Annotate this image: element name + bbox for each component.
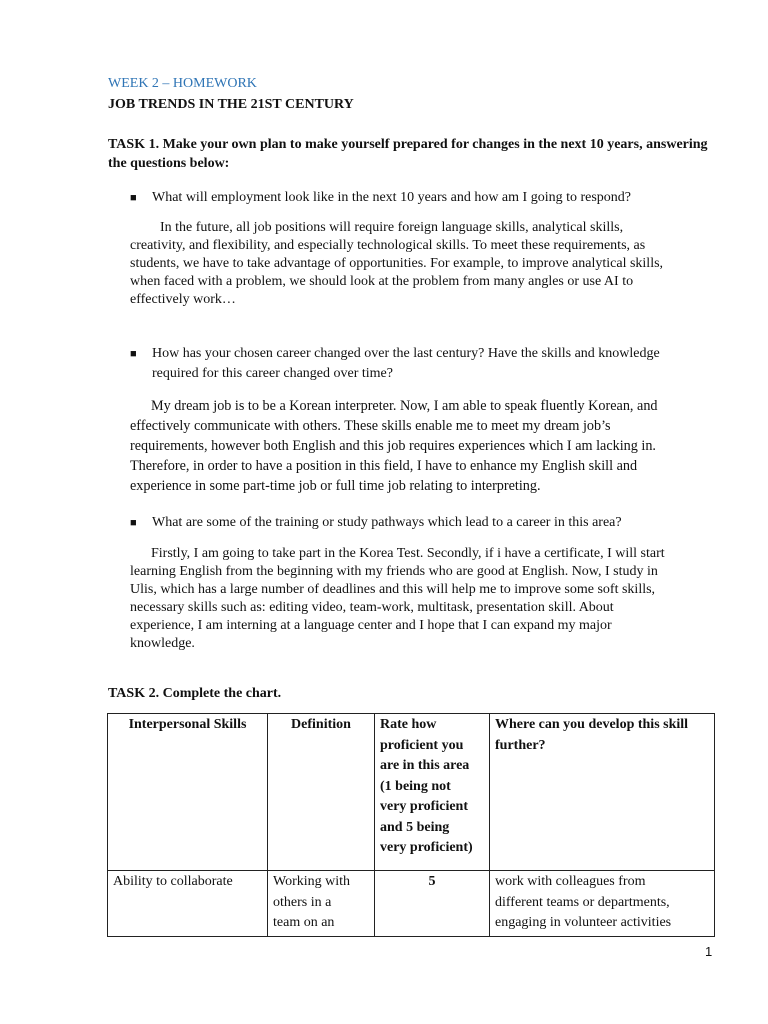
skills-chart xyxy=(107,713,715,937)
cell-skill xyxy=(108,871,268,937)
answer-line: Ulis, which has a large number of deadlines and this will help me to improve some soft skills, xyxy=(130,582,656,597)
header-line: further? xyxy=(495,737,546,753)
question-1-line: What will employment look like in the next 10 years and how am I going to respond? xyxy=(152,190,632,205)
cell-definition xyxy=(268,871,375,937)
header-line: Rate how xyxy=(380,717,437,732)
bullet-square-icon: ■ xyxy=(130,192,137,204)
cell-line: work with colleagues from xyxy=(495,874,646,889)
answer-line: Firstly, I am going to take part in the Korea Test. Secondly, if i have a certificate, I will start xyxy=(151,546,665,561)
header-line: (1 being not xyxy=(380,778,451,794)
answer-line: students, we have to take advantage of opportunities. For example, to improve analytical skills, xyxy=(130,256,664,271)
answer-line: learning English from the beginning with my friends who are good at English. Now, I study in xyxy=(130,564,658,579)
cell-line: Ability to collaborate xyxy=(113,874,233,889)
header-line: Where can you develop this skill xyxy=(495,717,689,732)
answer-line: effectively work… xyxy=(130,292,236,307)
cell-line: 5 xyxy=(428,874,436,889)
table-row xyxy=(108,871,715,937)
bullet-square-icon: ■ xyxy=(130,348,137,360)
question-1 xyxy=(130,188,710,208)
answer-line: requirements, however both English and this job requires experiences which I am lacking in. xyxy=(130,438,656,454)
answer-line: My dream job is to be a Korean interpreter. Now, I am able to speak fluently Korean, and xyxy=(151,398,658,414)
question-3-line: What are some of the training or study pathways which lead to a career in this area? xyxy=(152,515,622,530)
page-number: 1 xyxy=(705,944,713,959)
header-where-develop xyxy=(490,714,715,871)
header-definition xyxy=(268,714,375,871)
task2-heading: TASK 2. Complete the chart. xyxy=(108,686,282,701)
cell-line: different teams or departments, xyxy=(495,894,670,910)
header-line: and 5 being xyxy=(380,819,450,835)
header-line: Definition xyxy=(291,717,351,732)
table-header-row xyxy=(108,714,715,871)
question-2-line: required for this career changed over time? xyxy=(152,366,393,381)
cell-where xyxy=(490,871,715,937)
header-rate xyxy=(375,714,490,871)
header-interpersonal-skills xyxy=(108,714,268,871)
week-label: WEEK 2 – HOMEWORK xyxy=(108,76,257,91)
bullet-square-icon: ■ xyxy=(130,517,137,529)
answer-line: knowledge. xyxy=(130,636,195,651)
header-line: very proficient) xyxy=(380,840,473,855)
answer-line: when faced with a problem, we should look at the problem from many angles or use AI to xyxy=(130,274,634,289)
cell-rate xyxy=(375,871,490,937)
task1-heading: TASK 1. Make your own plan to make yourself prepared for changes in the next 10 years, answering the questions below: xyxy=(108,137,708,171)
answer-line: Therefore, in order to have a position in this field, I have to enhance my English skill and xyxy=(130,458,638,474)
header-line: are in this area xyxy=(380,758,470,773)
header-line: proficient you xyxy=(380,737,464,753)
answer-line: experience, I am interning at a language center and I hope that I can expand my major xyxy=(130,618,612,633)
header-line: Interpersonal Skills xyxy=(128,717,247,732)
answer-line: necessary skills such as: editing video, team-work, multitask, presentation skill. About xyxy=(130,600,614,615)
question-2 xyxy=(130,344,710,384)
document-title: JOB TRENDS IN THE 21ST CENTURY xyxy=(108,97,354,112)
answer-line: effectively communicate with others. These skills enable me to meet my dream job’s xyxy=(130,418,611,434)
cell-line: team on an xyxy=(273,915,335,930)
answer-line: experience in some part-time job or full time job relating to interpreting. xyxy=(130,478,541,494)
header-line: very proficient xyxy=(380,799,468,814)
answer-line: creativity, and flexibility, and especially technological skills. To meet these requirements, as xyxy=(130,238,646,253)
cell-line: Working with xyxy=(273,874,351,889)
question-2-line: How has your chosen career changed over the last century? Have the skills and knowledge xyxy=(152,346,660,361)
cell-line: engaging in volunteer activities xyxy=(495,915,672,930)
answer-line: In the future, all job positions will require foreign language skills, analytical skills, xyxy=(160,220,624,235)
question-3 xyxy=(130,513,710,533)
cell-line: others in a xyxy=(273,894,332,910)
